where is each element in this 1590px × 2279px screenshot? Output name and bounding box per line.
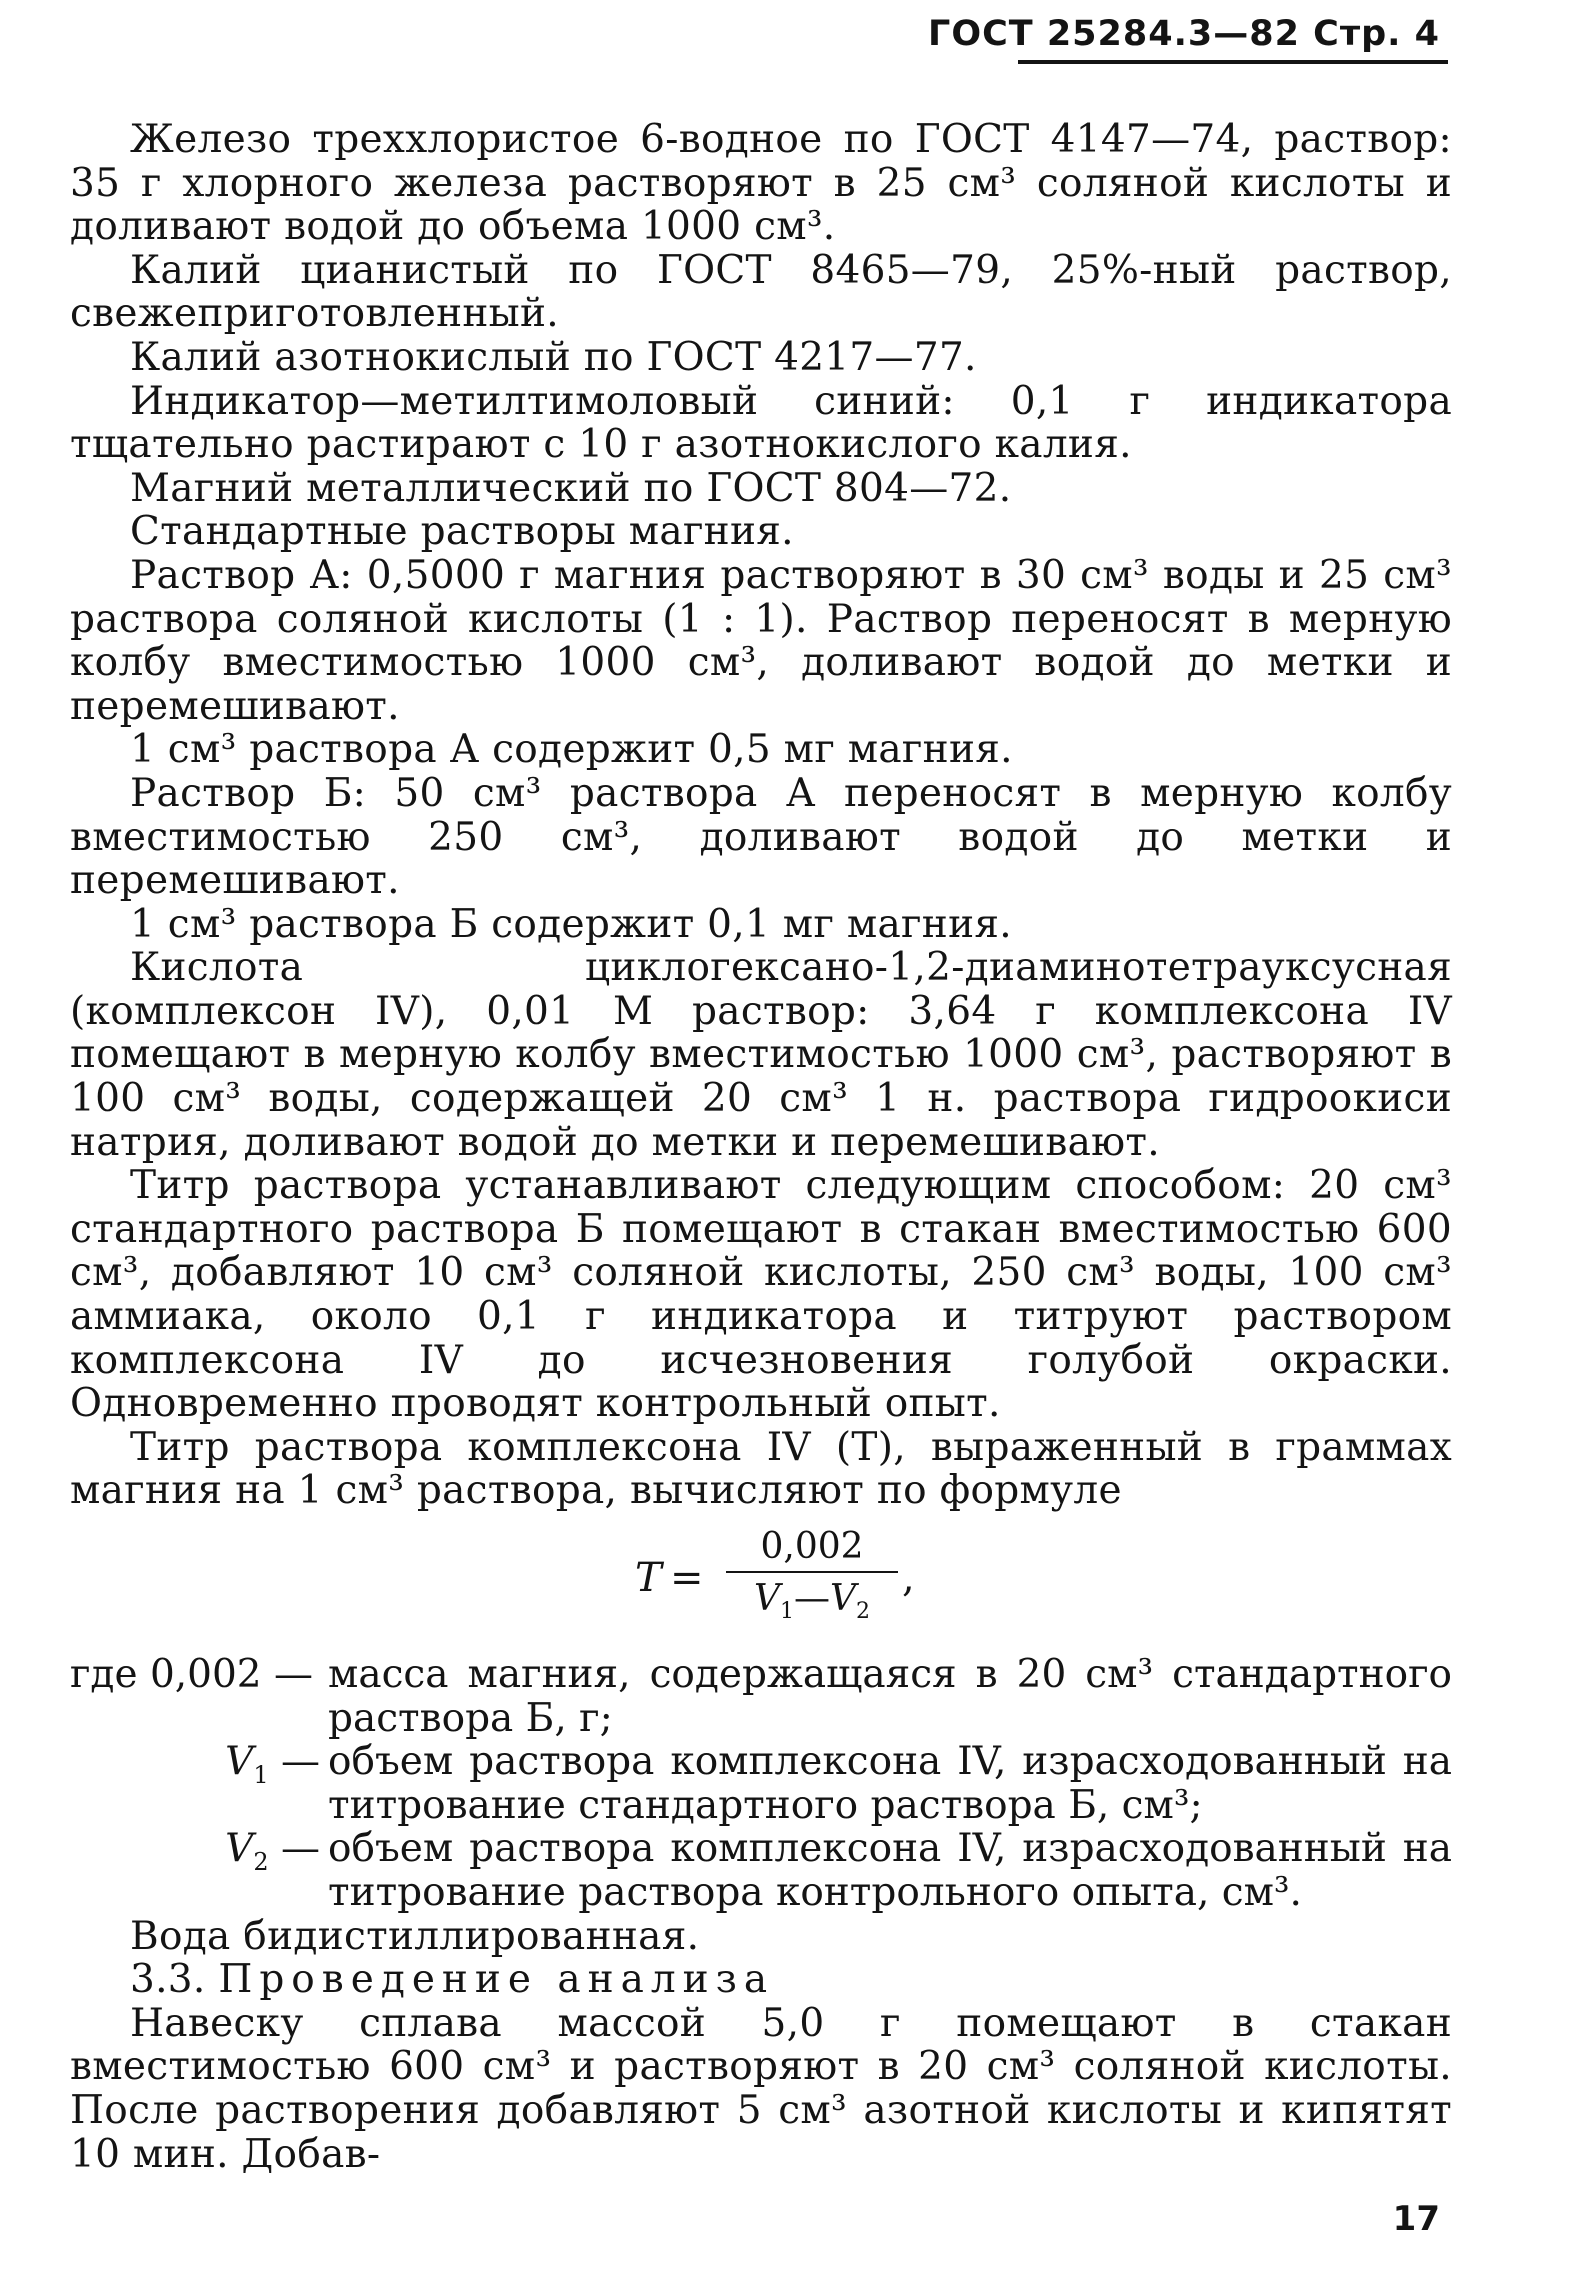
paragraph-analysis: Навеску сплава массой 5,0 г помещают в стакан вместимостью 600 см³ и растворяют в 20 см³ соляной кислоты. После растворения добавляют 5 см³ азотной кислоты и кипятят 10 мин. Добав- — [70, 2000, 1452, 2177]
page-header: ГОСТ 25284.3—82 Стр. 4 — [928, 14, 1440, 54]
formula-lhs: T — [635, 1555, 662, 1601]
paragraph-standard-solutions: Стандартные растворы магния. — [130, 509, 794, 555]
titer-formula — [70, 1517, 1452, 1645]
legend-item — [70, 1740, 1452, 1827]
paragraph-solution-b: Раствор Б: 50 см³ раствора А переносят в мерную колбу вместимостью 250 см³, доливают водой до метки и перемешивают. — [70, 770, 1452, 904]
paragraph-iron-chloride: Железо треххлористое 6-водное по ГОСТ 4147—74, раствор: 35 г хлорного железа растворяют в 25 см³ соляной кислоты и доливают водой до объема 1000 см³. — [70, 117, 1452, 250]
paragraph-potassium-cyanide: Калий цианистый по ГОСТ 8465—79, 25%-ный раствор, свежеприготовленный. — [70, 247, 1452, 337]
formula-fraction — [726, 1525, 898, 1634]
paragraph-potassium-nitrate: Калий азотнокислый по ГОСТ 4217—77. — [130, 334, 977, 380]
legend-description: объем раствора комплексона IV, израсходованный на титрование стандартного раствора Б, см³; — [328, 1739, 1452, 1828]
section-heading: 3.3. Проведение анализа — [130, 1957, 775, 2003]
paragraph-solution-b-content: 1 см³ раствора Б содержит 0,1 мг магния. — [130, 901, 1012, 947]
paragraph-titer-formula-intro: Титр раствора комплексона IV (T), выраженный в граммах магния на 1 см³ раствора, вычисляют по формуле — [70, 1424, 1452, 1514]
formula-numerator: 0,002 — [760, 1526, 864, 1567]
formula-denominator: $V_1—V_2$ — [754, 1578, 870, 1625]
paragraph-solution-a: Раствор А: 0,5000 г магния растворяют в 30 см³ воды и 25 см³ раствора соляной кислоты (1 : 1). Раствор переносят в мерную колбу вместимостью 1000 см³, доливают водой до метки и перемешивают. — [70, 552, 1452, 729]
formula-comma: , — [902, 1555, 915, 1601]
paragraph-indicator: Индикатор—метилтимоловый синий: 0,1 г индикатора тщательно растирают с 10 г азотнокислого калия. — [70, 378, 1452, 468]
formula-equals: = — [670, 1555, 704, 1601]
paragraph-bidistilled-water: Вода бидистиллированная. — [130, 1913, 700, 1959]
legend-term: $V_1$ — — [225, 1739, 320, 1789]
formula-legend — [70, 1653, 1452, 1915]
paragraph-solution-a-content: 1 см³ раствора А содержит 0,5 мг магния. — [130, 727, 1013, 773]
paragraph-complexon: Кислота циклогексано-1,2-диаминотетрауксусная (комплексон IV), 0,01 М раствор: 3,64 г комплексона IV помещают в мерную колбу вместимостью 1000 см³, растворяют в 100 см³ воды, содержащей 20 см³ 1 н. раствора гидроокиси натрия, доливают водой до метки и перемешивают. — [70, 945, 1452, 1165]
body-text — [70, 118, 1452, 2176]
legend-description: объем раствора комплексона IV, израсходованный на титрование раствора контрольного опыта, см³. — [328, 1826, 1452, 1915]
legend-description: масса магния, содержащаяся в 20 см³ стандартного раствора Б, г; — [328, 1652, 1452, 1741]
page-number: 17 — [1392, 2199, 1440, 2239]
header-rule — [1018, 60, 1448, 64]
fraction-bar — [726, 1571, 898, 1573]
legend-item — [70, 1827, 1452, 1914]
legend-term: $V_2$ — — [225, 1826, 320, 1877]
paragraph-titer-method: Титр раствора устанавливают следующим способом: 20 см³ стандартного раствора Б помещают в стакан вместимостью 600 см³, добавляют 10 см³ соляной кислоты, 250 см³ воды, 100 см³ аммиака, около 0,1 г индикатора и титруют раствором комплексона IV до исчезновения голубой окраски. Одновременно проводят контрольный опыт. — [70, 1163, 1452, 1427]
paragraph-magnesium-metal: Магний металлический по ГОСТ 804—72. — [130, 465, 1012, 511]
legend-term: где 0,002 — — [70, 1652, 313, 1697]
legend-item — [70, 1653, 1452, 1740]
